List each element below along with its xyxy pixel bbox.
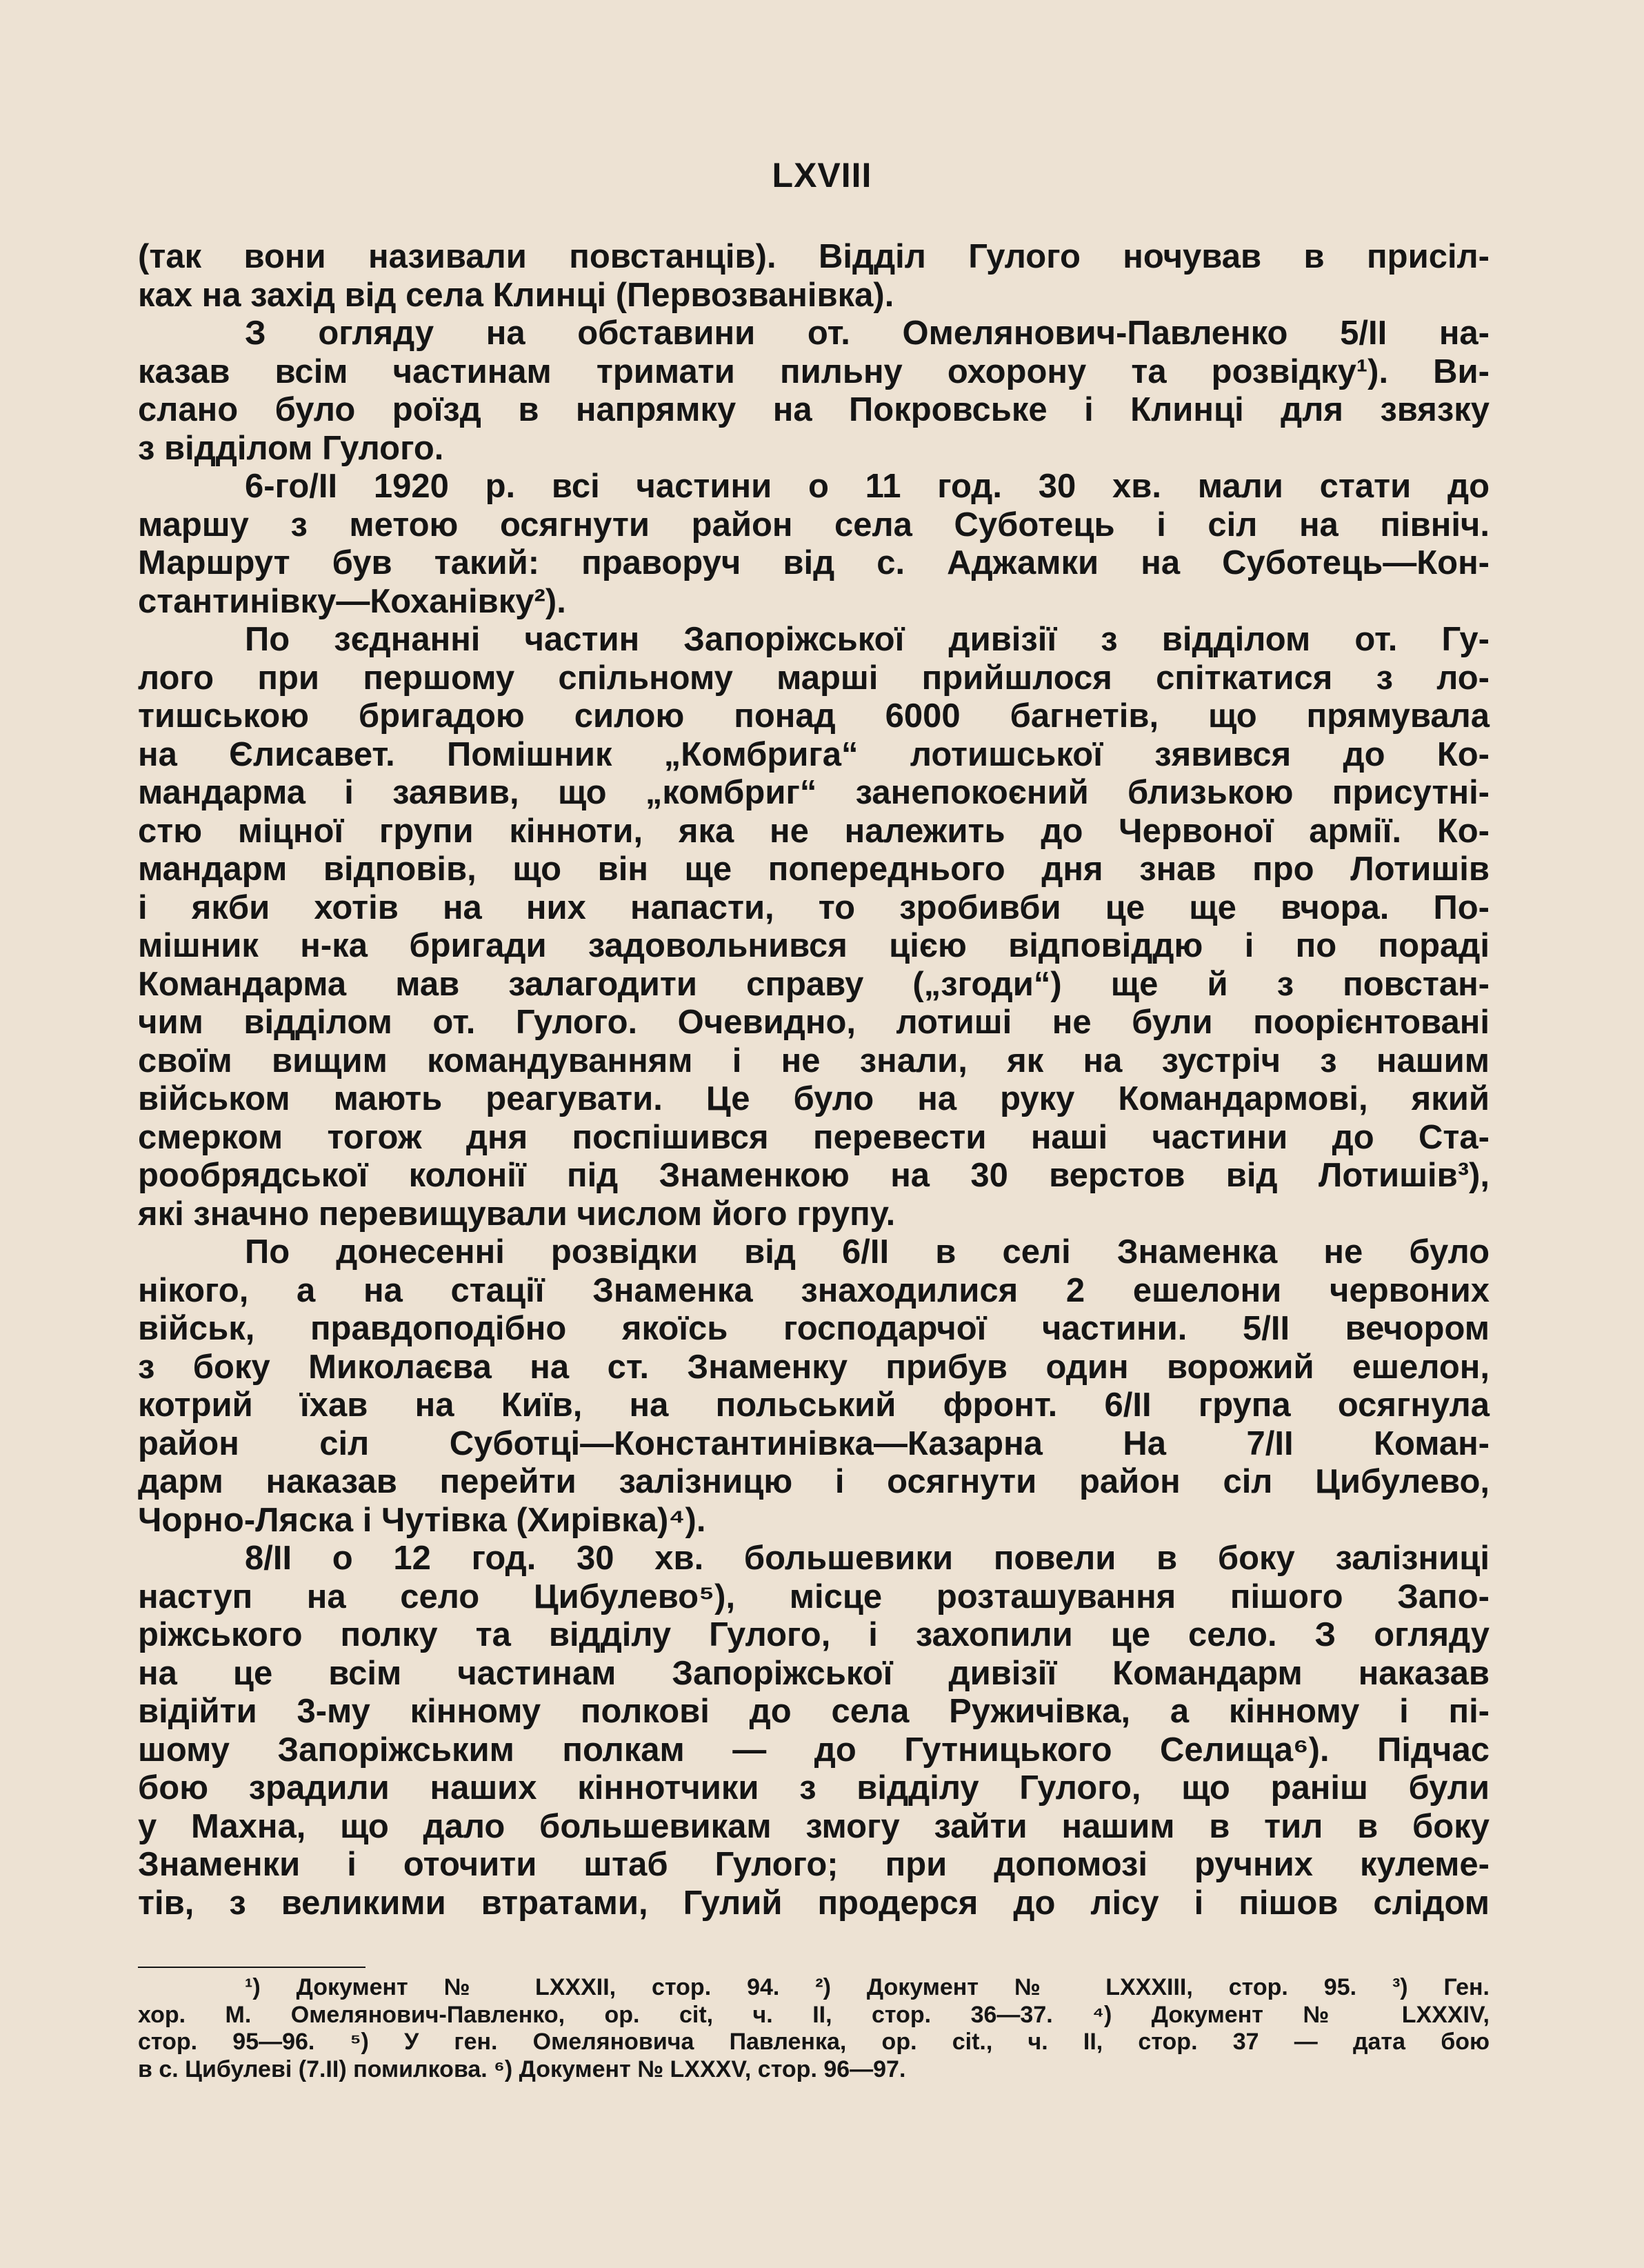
text-line: на це всім частинам Запоріжської дивізії Командарм наказав: [138, 1654, 1490, 1692]
text-line: рообрядської колонії під Знаменкою на 30 верстов від Лотишів³),: [138, 1157, 1490, 1194]
text-line: лого при першому спільному марші прийшлося спіткатися з ло-: [138, 659, 1490, 697]
text-line: стантинівку—Коханівку²).: [138, 582, 566, 620]
text-line: Знаменки і оточити штаб Гулого; при допомозі ручних кулеме-: [138, 1846, 1490, 1883]
text-line: чим відділом от. Гулого. Очевидно, лотиші не були поорієнтовані: [138, 1004, 1490, 1041]
text-line: мандарма і заявив, що „комбриг“ занепокоєний близькою присутні-: [138, 774, 1490, 811]
text-line: По зєднанні частин Запоріжської дивізії з відділом от. Гу-: [245, 621, 1490, 658]
footnote-divider: [138, 1967, 365, 1968]
text-line: наступ на село Цибулево⁵), місце розташування пішого Запо-: [138, 1578, 1490, 1615]
text-line: стю міцної групи кінноти, яка не належить до Червоної армії. Ко-: [138, 812, 1490, 850]
text-line: мандарм відповів, що він ще попереднього дня знав про Лотишів: [138, 850, 1490, 888]
text-line: слано було роїзд в напрямку на Покровське і Клинці для звязку: [138, 391, 1490, 428]
text-line: маршу з метою осягнути район села Суботець і сіл на північ.: [138, 506, 1490, 544]
text-line: Маршрут був такий: праворуч від с. Аджамки на Суботець—Кон-: [138, 544, 1490, 581]
text-line: 8/II о 12 год. 30 хв. большевики повели в боку залізниці: [245, 1540, 1490, 1577]
page-number: LXVIII: [772, 156, 872, 195]
text-line: казав всім частинам тримати пильну охорону та розвідку¹). Ви-: [138, 352, 1490, 390]
text-line: нікого, а на стації Знаменка знаходилися 2 ешелони червоних: [138, 1271, 1490, 1309]
footnote-line: в с. Цибулеві (7.II) помилкова. ⁶) Документ № LXXXV, стор. 96—97.: [138, 2056, 906, 2082]
text-line: у Махна, що дало большевикам змогу зайти нашим в тил в боку: [138, 1807, 1490, 1845]
text-line: ках на захід від села Клинці (Первозванівка).: [138, 276, 894, 314]
text-line: своїм вищим командуванням і не знали, як на зустріч з нашим: [138, 1042, 1490, 1080]
text-line: бою зрадили наших кіннотчики з відділу Гулого, що раніш були: [138, 1769, 1490, 1807]
text-line: які значно перевищували числом його групу.: [138, 1195, 896, 1233]
text-line: Чорно-Ляска і Чутівка (Хирівка)⁴).: [138, 1501, 706, 1539]
text-line: тишською бригадою силою понад 6000 багнетів, що прямувала: [138, 697, 1490, 735]
footnote-line: стор. 95—96. ⁵) У ген. Омеляновича Павленка, op. cit., ч. II, стор. 37 — дата бою: [138, 2029, 1490, 2055]
text-line: військ, правдоподібно якоїсь господарчої частини. 5/II вечором: [138, 1310, 1490, 1347]
footnotes: [138, 1974, 1490, 2083]
text-line: ріжського полку та відділу Гулого, і захопили це село. З огляду: [138, 1616, 1490, 1653]
text-line: 6-го/II 1920 р. всі частини о 11 год. 30 хв. мали стати до: [245, 468, 1490, 505]
main-text: [138, 238, 1490, 1922]
text-line: і якби хотів на них напасти, то зробивби це ще вчора. По-: [138, 888, 1490, 926]
text-line: район сіл Суботці—Константинівка—Казарна На 7/II Коман-: [138, 1424, 1490, 1462]
text-line: з боку Миколаєва на ст. Знаменку прибув один ворожий ешелон,: [138, 1348, 1490, 1386]
text-line: дарм наказав перейти залізницю і осягнути район сіл Цибулево,: [138, 1463, 1490, 1500]
text-line: на Єлисавет. Помішник „Комбрига“ лотишської зявився до Ко-: [138, 735, 1490, 773]
footnote-line: хор. М. Омелянович-Павленко, op. cit, ч. II, стор. 36—37. ⁴) Документ № LXXXIV,: [138, 2001, 1490, 2028]
text-line: По донесенні розвідки від 6/II в селі Знаменка не було: [245, 1233, 1490, 1271]
text-line: котрий їхав на Київ, на польський фронт. 6/II група осягнула: [138, 1386, 1490, 1424]
text-line: мішник н-ка бригади задовольнився цією відповіддю і по пораді: [138, 927, 1490, 964]
text-line: військом мають реагувати. Це було на руку Командармові, який: [138, 1080, 1490, 1117]
text-line: з відділом Гулого.: [138, 429, 444, 467]
text-line: (так вони називали повстанців). Відділ Гулого ночував в присіл-: [138, 238, 1490, 275]
footnote-line: ¹) Документ № LXXXII, стор. 94. ²) Документ № LXXXIII, стор. 95. ³) Ген.: [245, 1974, 1490, 2000]
text-line: тів, з великими втратами, Гулий продерся до лісу і пішов слідом: [138, 1884, 1490, 1922]
text-line: шому Запоріжським полкам — до Гутницького Селища⁶). Підчас: [138, 1731, 1490, 1769]
text-line: Командарма мав залагодити справу („згоди“) ще й з повстан-: [138, 965, 1490, 1003]
text-line: відійти 3-му кінному полкові до села Ружичівка, а кінному і пі-: [138, 1693, 1490, 1730]
text-line: З огляду на обставини от. Омелянович-Павленко 5/II на-: [245, 315, 1490, 352]
text-line: смерком тогож дня поспішився перевести наші частини до Ста-: [138, 1118, 1490, 1156]
